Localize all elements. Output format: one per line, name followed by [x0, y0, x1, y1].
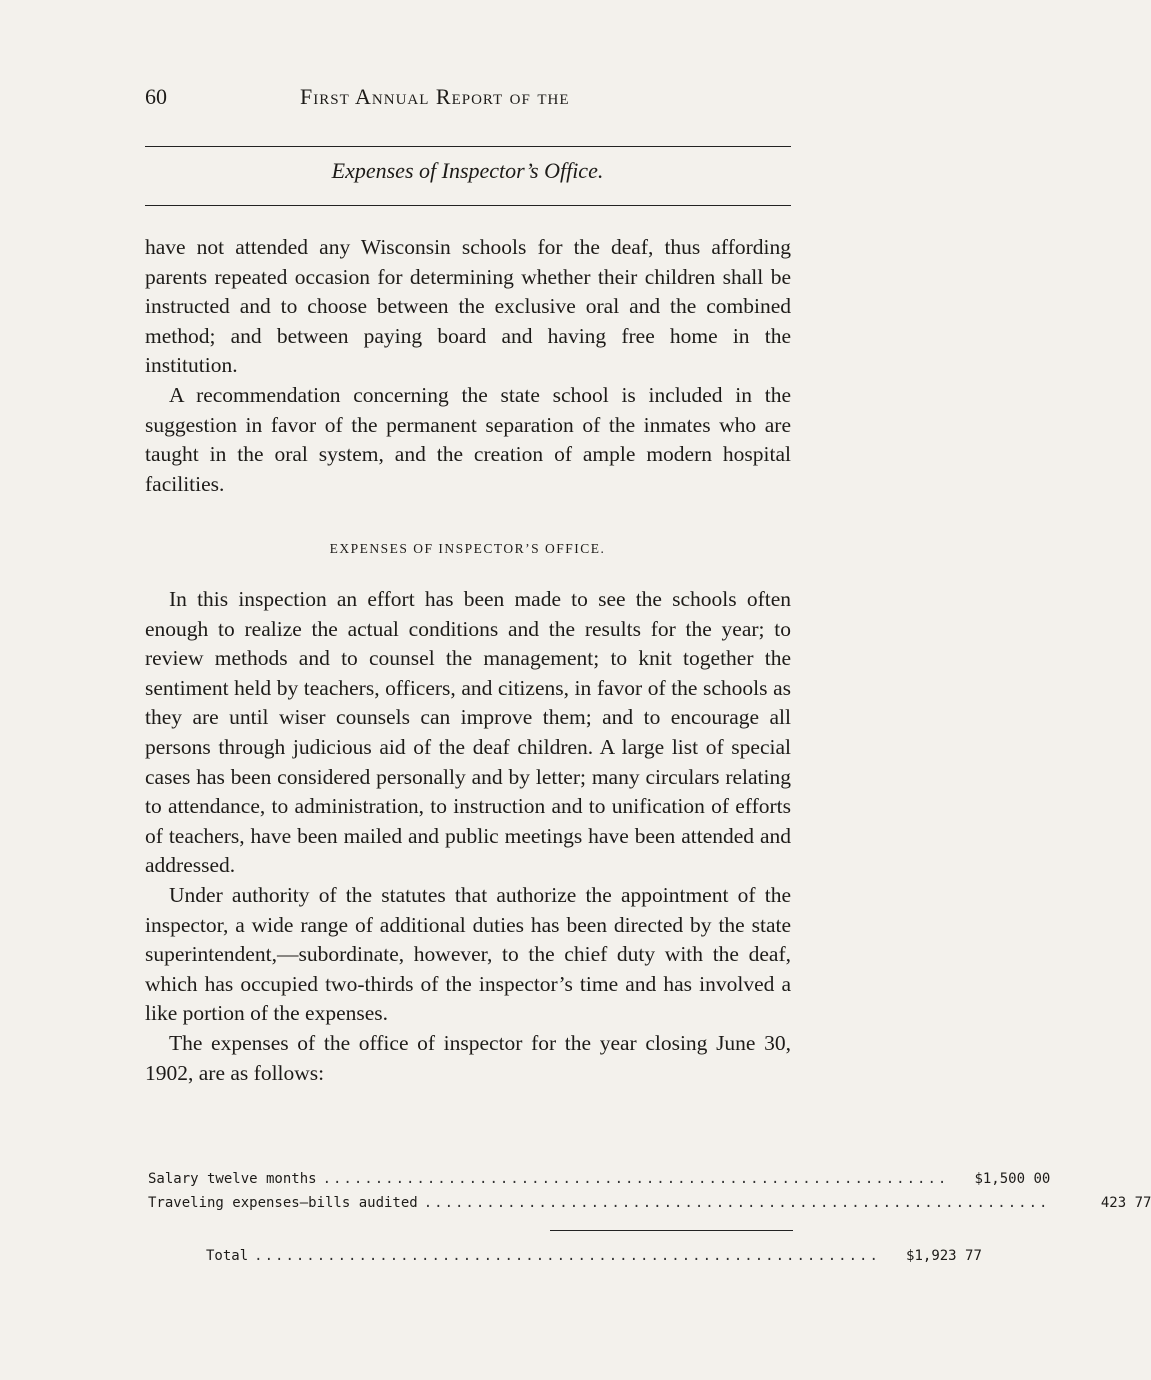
- paragraph-continued: have not attended any Wisconsin schools for the deaf, thus affording parents repeated occasion for determining whether their children shall be instructed and to choose between the exclusive oral and the combined method; and between paying board and having free home in the institution.: [145, 235, 791, 378]
- paragraph-expenses-intro: The expenses of the office of inspector for the year closing June 30, 1902, are as follows:: [145, 1030, 791, 1085]
- paragraph-inspection: In this inspection an effort has been made to see the schools often enough to realize the actual conditions and the results for the year; to review methods and to counsel the management; to knit together the sentiment held by teachers, officers, and citizens, in favor of the schools as they are until wiser counsels can improve them; and to encourage all persons through judicious aid of the deaf children. A large list of special cases has been considered personally and by letter; many circulars relating to attendance, to administration, to instruction and to unification of efforts of teachers, have been mailed and public meetings have been attended and addressed.: [145, 587, 791, 878]
- total-label: Total: [206, 1248, 249, 1264]
- ledger-row-traveling: [148, 1195, 1151, 1219]
- expense-ledger: [148, 1171, 1151, 1219]
- paragraph-authority: Under authority of the statutes that authorize the appointment of the inspector, a wide range of additional duties has been directed by the state superintendent,—subordinate, however, to the chief duty with the deaf, which has occupied two-thirds of the inspector’s time and has involved a like portion of the expenses.: [145, 882, 791, 1026]
- header-rule-bottom: [145, 205, 791, 206]
- dot-leader: ............................................................: [254, 1248, 880, 1264]
- ledger-row-total: [148, 1248, 982, 1272]
- dot-leader: ............................................................: [423, 1195, 1050, 1211]
- total-amount: $1,923 77: [906, 1248, 982, 1264]
- ledger-row-salary: [148, 1171, 1051, 1195]
- ledger-amount: 423 77: [1100, 1195, 1151, 1211]
- ledger-total: [148, 1248, 982, 1272]
- section-banner: Expenses of Inspector’s Office.: [331, 158, 604, 183]
- ledger-label: Salary twelve months: [148, 1171, 317, 1187]
- text-block-upper: [145, 233, 791, 499]
- header-rule-top: [145, 146, 791, 147]
- paragraph-recommendation: A recommendation concerning the state school is included in the suggestion in favor of the permanent separation of the inmates who are taught in the oral system, and the creation of ample modern hospital facilities.: [145, 382, 791, 496]
- ledger-amount: $1,500 00: [974, 1171, 1051, 1187]
- section-heading: EXPENSES OF INSPECTOR’S OFFICE.: [329, 541, 606, 556]
- dot-leader: ............................................................: [322, 1171, 949, 1187]
- running-head: [145, 84, 790, 114]
- text-block-lower: [145, 585, 791, 1088]
- page-number: 60: [145, 84, 167, 109]
- total-rule: [550, 1230, 793, 1231]
- report-title: First Annual Report of the: [300, 84, 570, 109]
- ledger-label: Traveling expenses—bills audited: [148, 1195, 418, 1211]
